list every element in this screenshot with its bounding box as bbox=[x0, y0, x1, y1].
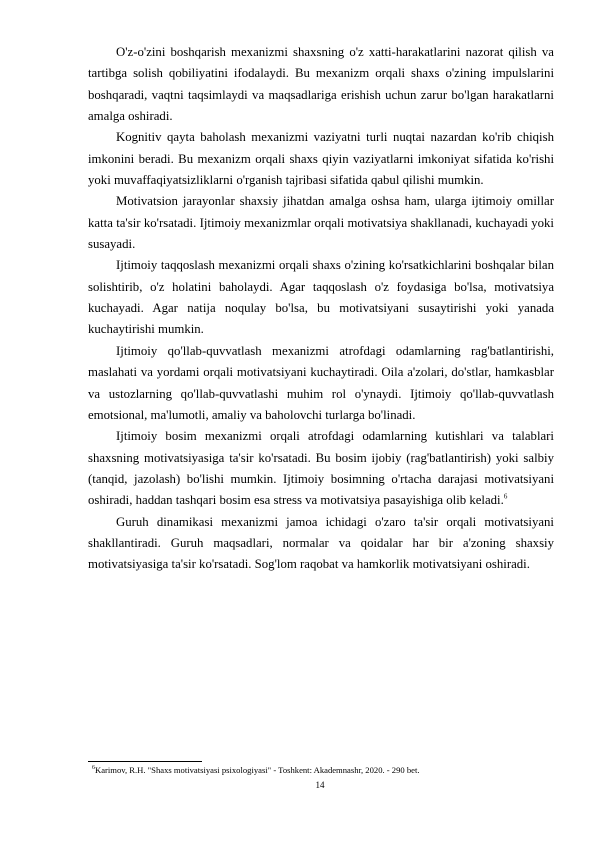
footnote-marker: 6 bbox=[92, 765, 95, 772]
paragraph-social-pressure-text: Ijtimoiy bosim mexanizmi orqali atrofdagi odamlarning kutishlari va talablari shaxsning motivatsiyasiga ta'sir ko'rsatadi. Bu bosim ijobiy (rag'batlantirish) yoki salbiy (tanqid, jazolash) bo'lishi mumkin. Ijtimoiy bosimning o'rtacha darajasi motivatsiyani oshiradi, haddan tashqari bosim esa stress va motivatsiya pasayishiga olib keladi. bbox=[88, 429, 554, 508]
paragraph-social-pressure bbox=[88, 426, 554, 511]
paragraph-cognitive-reappraisal: Kognitiv qayta baholash mexanizmi vaziyatni turli nuqtai nazardan ko'rib chiqish imkonini beradi. Bu mexanizm orqali shaxs qiyin vaziyatlarni imkoniyat sifatida ko'rishi yoki muvaffaqiyatsizliklarni o'rganish tajribasi sifatida qabul qilishi mumkin. bbox=[88, 130, 554, 188]
paragraph-social-factors: Motivatsion jarayonlar shaxsiy jihatdan amalga oshsa ham, ularga ijtimoiy omillar katta ta'sir ko'rsatadi. Ijtimoiy mexanizmlar orqali motivatsiya shakllanadi, kuchayadi yoki susayadi. bbox=[88, 194, 554, 252]
footnote-reference[interactable]: 6 bbox=[503, 492, 508, 501]
paragraph-social-comparison: Ijtimoiy taqqoslash mexanizmi orqali shaxs o'zining ko'rsatkichlarini boshqalar bilan solishtirib, o'z holatini baholaydi. Agar taqqoslash o'z foydasiga bo'lsa, motivatsiya kuchayadi. Agar natija noqulay bo'lsa, bu motivatsiyani susaytirishi yoki yanada kuchaytirishi mumkin. bbox=[88, 258, 554, 337]
paragraph-group-dynamics: Guruh dinamikasi mexanizmi jamoa ichidagi o'zaro ta'sir orqali motivatsiyani shakllantiradi. Guruh maqsadlari, normalar va qoidalar har bir a'zoning shaxsiy motivatsiyasiga ta'sir ko'rsatadi. Sog'lom raqobat va hamkorlik motivatsiyani oshiradi. bbox=[88, 514, 554, 572]
footnote bbox=[88, 765, 558, 776]
paragraph-self-regulation: O'z-o'zini boshqarish mexanizmi shaxsning o'z xatti-harakatlarini nazorat qilish va tartibga solish qobiliyatini ifodalaydi. Bu mexanizm orqali shaxs o'zining impulslarini boshqaradi, vaqtni taqsimlaydi va maqsadlariga erishish uchun zarur bo'lgan harakatlarni amalga oshiradi. bbox=[88, 45, 554, 124]
footnote-text: Karimov, R.H. "Shaxs motivatsiyasi psixologiyasi" - Toshkent: Akademnashr, 2020. - 290 bet. bbox=[95, 765, 420, 775]
page-number: 14 bbox=[315, 780, 325, 790]
body-text bbox=[88, 42, 554, 576]
paragraph-social-support: Ijtimoiy qo'llab-quvvatlash mexanizmi atrofdagi odamlarning rag'batlantirishi, maslahati va yordami orqali motivatsiyani kuchaytiradi. Oila a'zolari, do'stlar, hamkasblar va ustozlarning qo'llab-quvvatlashi muhim rol o'ynaydi. Ijtimoiy qo'llab-quvvatlash emotsional, ma'lumotli, amaliy va baholovchi turlarga bo'linadi. bbox=[88, 343, 554, 422]
footnote-divider bbox=[88, 761, 202, 762]
